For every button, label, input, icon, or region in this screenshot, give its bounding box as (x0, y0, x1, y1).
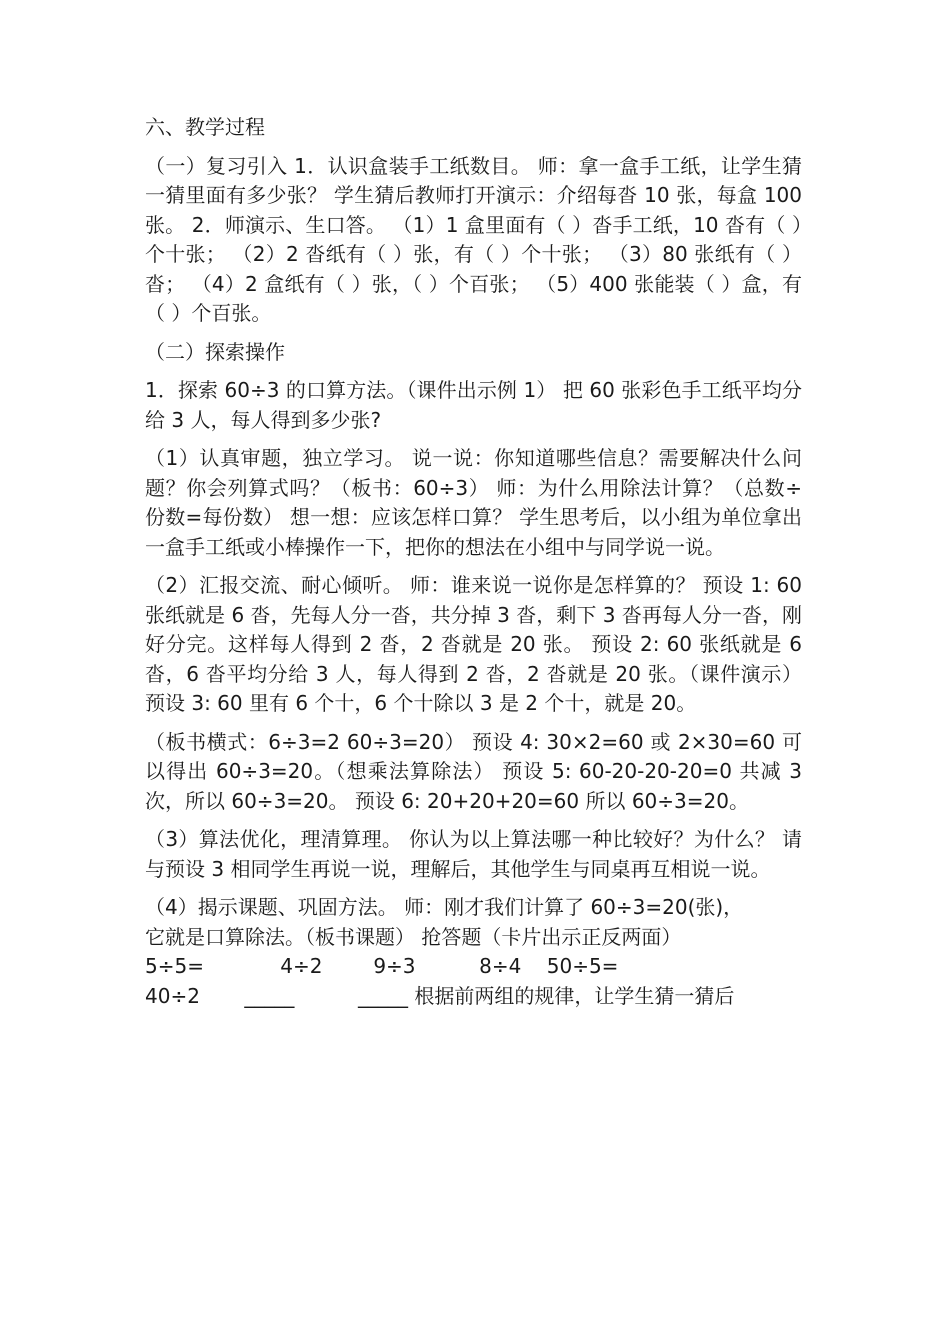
paragraph-board-writing: （板书横式：6÷3=2 60÷3=20） 预设 4: 30×2=60 或 2×30=60 可以得出 60÷3=20。（想乘法算除法） 预设 5: 60-20-20-20=0 共减 3 次，所以 60÷3=20。 预设 6: 20+20+20=60 所以 60÷3=20。 (145, 729, 802, 813)
quiz-line: 5÷5= 4÷2 9÷3 8÷4 50÷5= (145, 954, 619, 978)
paragraph-step-2: （2）汇报交流、耐心倾听。 师：谁来说一说你是怎样算的？ 预设 1: 60 张纸就是 6 沓，先每人分一沓，共分掉 3 沓，剩下 3 沓再每人分一沓，刚好分完。这样每人得到 2 沓，2 沓就是 20 张。 预设 2: 60 张纸就是 6 沓，6 沓平均分给 3 人，每人得到 2 沓，2 沓就是 20 张。（课件演示） 预设 3: 60 里有 6 个十，6 个十除以 3 是 2 个十，就是 20。 (145, 573, 802, 715)
paragraph-review-intro: （一）复习引入 1．认识盒装手工纸数目。 师：拿一盒手工纸，让学生猜一猜里面有多少张？ 学生猜后教师打开演示：介绍每沓 10 张，每盒 100 张。 2．师演示、生口答。 （1）1 盒里面有（ ）沓手工纸，10 沓有（ ）个十张； （2）2 沓纸有（ ）张，有（ ）个十张； （3）80 张纸有（ ）沓； （4）2 盒纸有（ ）张，（ ）个百张； （5）400 张能装（ ）盒，有（ ）个百张。 (145, 153, 802, 325)
paragraph-step-3: （3）算法优化，理清算理。 你认为以上算法哪一种比较好？为什么？ 请与预设 3 相同学生再说一说，理解后，其他学生与同桌再互相说一说。 (145, 827, 802, 881)
text-line: （4）揭示课题、巩固方法。 师：刚才我们计算了 60÷3=20(张)， (145, 895, 744, 919)
quiz-line: 40÷2 _____ _____ 根据前两组的规律，让学生猜一猜后 (145, 983, 735, 1008)
section-heading: 六、教学过程 (145, 115, 265, 139)
paragraph-explore-heading: （二）探索操作 (145, 339, 285, 364)
paragraph-step-1: （1）认真审题，独立学习。 说一说：你知道哪些信息？需要解决什么问题？你会列算式吗？（板书：60÷3） 师：为什么用除法计算？（总数÷份数=每份数） 想一想：应该怎样口算？ 学生思考后，以小组为单位拿出一盒手工纸或小棒操作一下，把你的想法在小组中与同学说一说。 (145, 446, 802, 559)
paragraph-step-4 (145, 893, 802, 1011)
paragraph-example-1: 1．探索 60÷3 的口算方法。（课件出示例 1） 把 60 张彩色手工纸平均分给 3 人，每人得到多少张? (145, 378, 802, 432)
text-line: 它就是口算除法。（板书课题） 抢答题（卡片出示正反两面） (145, 924, 682, 949)
